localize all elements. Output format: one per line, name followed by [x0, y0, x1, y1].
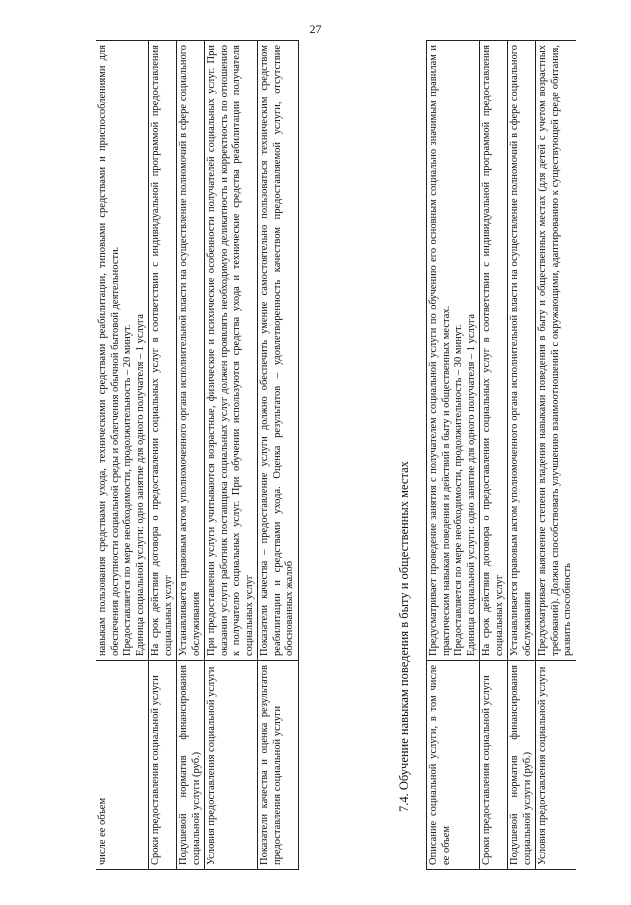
page-number: 27: [309, 22, 322, 36]
service-table-7-4: [426, 40, 576, 870]
table-row: [508, 41, 536, 870]
row-content: [427, 41, 480, 661]
row-content: [258, 41, 299, 661]
rotated-page-content: [96, 40, 606, 870]
row-label: Сроки предоставления социальной услуги: [149, 661, 177, 870]
service-table-7-3: [96, 40, 299, 870]
row-label: Условия предоставления социальной услуги: [205, 661, 258, 870]
row-content: [480, 41, 508, 661]
content-line: Единица социальной услуги: одно занятие для одного получателя – 1 услуга: [134, 313, 146, 656]
row-content: [96, 41, 149, 661]
table-row: [258, 41, 299, 870]
row-label: числе ее объем: [96, 661, 149, 870]
row-content: [508, 41, 536, 661]
content-line: Предоставляется по мере необходимости, продолжительность – 20 минут.: [122, 324, 133, 656]
content-line: Предоставляется по мере необходимости, продолжительность – 30 минут.: [453, 324, 464, 656]
row-label: Показатели качества и оценка результатов предоставления социальной услуги: [258, 661, 299, 870]
content-line: При предоставлении услуги учитываются возрастные, физические и психические особенности получателей социальных услуг. При оказании услуги работник поставщика социальных услуг должен проявлять необходимую деликатность и корректность по отношению к получателю социальных услуг. При обучении используются средства ухода и технические средства реабилитации получателя социальных услуг: [206, 45, 255, 656]
row-label: Подушевой норматив финансирования социальной услуги (руб.): [177, 661, 205, 870]
content-line: Устанавливается правовым актом уполномоченного органа исполнительной власти на осуществление полномочий в сфере социального обслуживания: [509, 45, 533, 656]
table-row: [177, 41, 205, 870]
row-label: Условия предоставления социальной услуги: [536, 661, 576, 870]
content-line: На срок действия договора о предоставлении социальных услуг в соответствии с индивидуальной программой предоставления социальных услуг: [481, 45, 505, 656]
content-line: Предусматривает выяснение степени владения навыками поведения в быту и общественных местах (для детей с учетом возрастных требований). Должна способствовать улучшению взаимоотношений с окружающими, адаптированию к существующей среде обитания, развить способность: [537, 45, 573, 656]
section-heading: 7.4. Обучение навыкам поведения в быту и общественных местах: [397, 461, 411, 812]
content-line: Показатели качества – предоставление услуги должно обеспечить умение самостоятельно пользоваться техническим средством реабилитации и средствами ухода. Оценка результатов – удовлетворенность качеством предоставляемой услуги, отсутствие обоснованных жалоб: [259, 45, 295, 656]
table-row: [205, 41, 258, 870]
row-label: Сроки предоставления социальной услуги: [480, 661, 508, 870]
content-line: На срок действия договора о предоставлении социальных услуг в соответствии с индивидуальной программой предоставления социальных услуг: [150, 45, 174, 656]
table-row: [536, 41, 576, 870]
content-line: навыкам пользования средствами ухода, техническими средствами реабилитации, типовыми средствами и приспособлениями для обеспечения доступности социальной среды и облегчения обычной бытовой деятельности.: [97, 45, 121, 656]
table-row: [96, 41, 149, 870]
row-content: [177, 41, 205, 661]
row-content: [536, 41, 576, 661]
content-line: Предусматривает проведение занятия с получателем социальной услуги по обучению его основным социально значимым правилам и практическим навыкам поведения и действий в быту и общественных местах.: [428, 45, 452, 656]
content-line: Единица социальной услуги: одно занятие для одного получателя – 1 услуга: [465, 313, 477, 656]
content-line: Устанавливается правовым актом уполномоченного органа исполнительной власти на осуществление полномочий в сфере социального обслуживания: [178, 45, 202, 656]
row-content: [149, 41, 177, 661]
row-content: [205, 41, 258, 661]
row-label: Описание социальной услуги, в том числе ее объем: [427, 661, 480, 870]
table-row: [427, 41, 480, 870]
row-label: Подушевой норматив финансирования социальной услуги (руб.): [508, 661, 536, 870]
table-row: [480, 41, 508, 870]
table-row: [149, 41, 177, 870]
